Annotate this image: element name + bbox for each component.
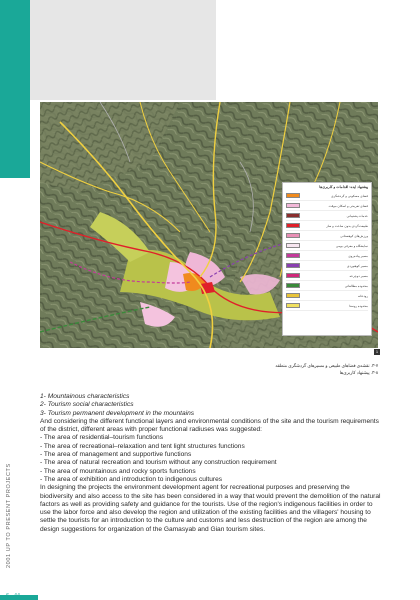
legend-swatch — [286, 193, 300, 198]
legend-row — [286, 251, 368, 261]
area-item: - The area of management and supportive functions — [40, 451, 192, 459]
legend-swatch — [286, 203, 300, 208]
legend-swatch — [286, 263, 300, 268]
legend-row — [286, 191, 368, 201]
site-plan-map — [40, 102, 378, 348]
legend-label: فضای مسکونی و گردشگری — [331, 193, 368, 198]
legend-label: مسیر پیاده‌روی — [348, 253, 368, 258]
legend-swatch — [286, 303, 300, 308]
intro-paragraph: And considering the different functional layers and environmental conditions of the site and the tourism requirements of the district, different areas with proper functional radiuses was suggested: — [40, 417, 379, 434]
legend-label: طبیعت‌گردی بدون ساخت و ساز — [326, 223, 368, 228]
legend-swatch — [286, 273, 300, 278]
legend-row — [286, 211, 368, 221]
legend-label: خدمات پشتیبانی — [346, 213, 368, 218]
running-title: 2001 UP TO PRESENT PROJECTS — [6, 463, 12, 568]
area-item: - The area of natural recreation and tourism without any construction requirement — [40, 459, 277, 467]
legend-label: مسیر کوهنوردی — [346, 263, 368, 268]
closing-paragraph: In designing the projects the environment development agent for recreational purposes and preserving the biodiversity and also access to the site has been considered in a way that would prevent the demolition of the natural factors as well as providing safety and guidance for the tourists. Use of the region's indigenous facilities in order to use the labor force and also develop the region and utilization of the existing facilities and the villagers' housing to settle the tourists for an introduction to the culture and customs and less destruction of the region are among the design suggestions for organization of the Gamasyab and Gian tourism sites. — [40, 484, 381, 533]
area-item: - The area of recreational–relaxation and tent light structures functions — [40, 442, 245, 450]
area-item: - The area of mountainous and rocky sports functions — [40, 467, 196, 475]
list-item: 1- Mountainous characteristics — [40, 393, 130, 400]
legend-swatch — [286, 283, 300, 288]
legend-row — [286, 281, 368, 291]
legend-swatch — [286, 233, 300, 238]
accent-bar — [0, 0, 30, 178]
legend-swatch — [286, 213, 300, 218]
legend-row — [286, 261, 368, 271]
legend-label: نمایشگاه و معرفی بومی — [335, 243, 368, 248]
legend-label: رودخانه — [357, 293, 368, 298]
caption-line-1: ۳-۷. نقشه‌ی فضاهای طبیعی و مسیرهای گردشگری منطقه — [275, 363, 378, 368]
legend-label: ورزش‌های کوهستانی — [340, 233, 368, 238]
legend-label: محدوده روستا — [349, 303, 368, 308]
figure-caption — [275, 362, 378, 376]
legend-row — [286, 221, 368, 231]
list-item: 2- Tourism social characteristics — [40, 401, 134, 409]
legend-row — [286, 271, 368, 281]
legend-row — [286, 301, 368, 311]
legend-label: محدوده مطالعاتی — [344, 283, 368, 288]
list-item: 3- Tourism permanent development in the mountains — [40, 409, 195, 417]
page-number: 6 - 44 — [6, 593, 21, 599]
area-item: - The area of exhibition and introduction to indigenous cultures — [40, 475, 223, 483]
legend-row — [286, 201, 368, 211]
body-text — [40, 393, 383, 534]
legend-label: فضای تفریحی و اسکان موقت — [328, 203, 368, 208]
legend-title: پیشنهاد ایده: اقدامات و کاربری‌ها — [319, 185, 368, 189]
legend-row — [286, 241, 368, 251]
legend-swatch — [286, 293, 300, 298]
legend-row — [286, 231, 368, 241]
legend-row — [286, 291, 368, 301]
legend-rows — [286, 191, 368, 311]
legend-swatch — [286, 223, 300, 228]
legend-swatch — [286, 243, 300, 248]
figure-badge: 1 — [375, 349, 379, 354]
legend-swatch — [286, 253, 300, 258]
map-legend — [282, 182, 372, 336]
caption-line-2: ۳-۸. پیشنهاد کاربری‌ها — [339, 370, 378, 375]
legend-label: مسیر دوچرخه — [349, 273, 368, 278]
area-item: - The area of residential–tourism functions — [40, 434, 164, 442]
header-block — [30, 0, 216, 100]
